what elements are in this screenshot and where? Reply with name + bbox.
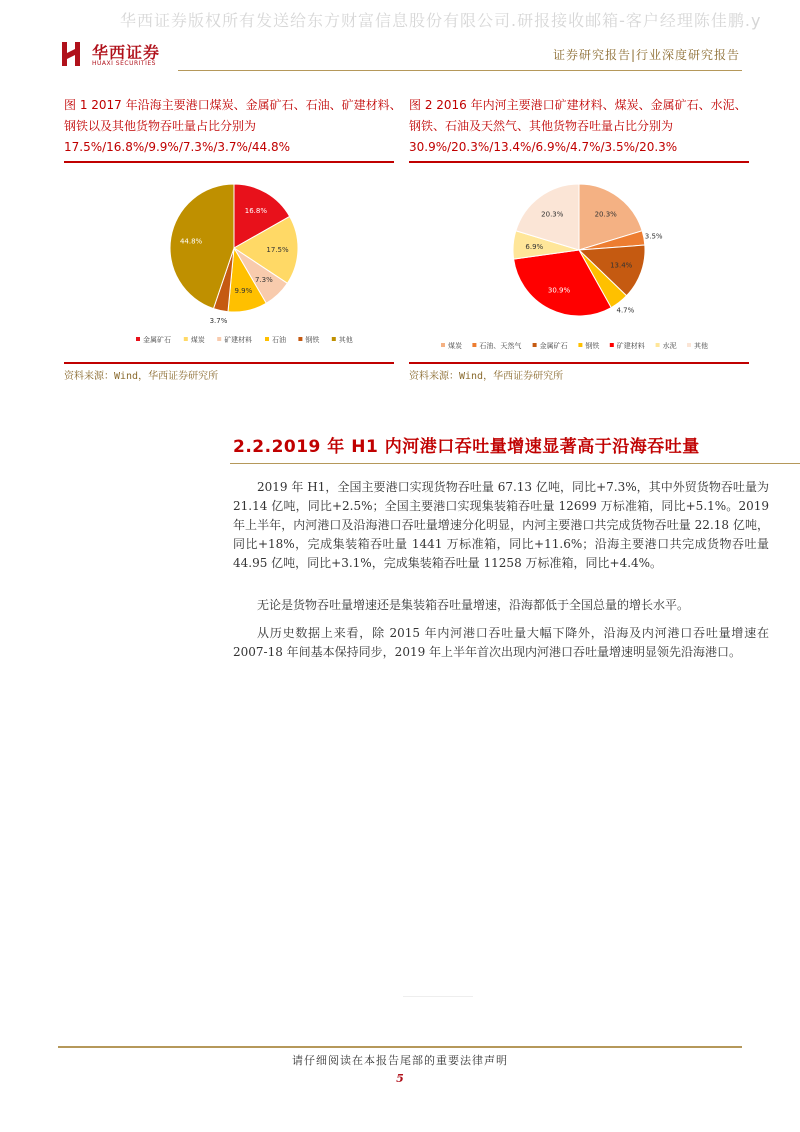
footer-disclaimer: 请仔细阅读在本报告尾部的重要法律声明	[292, 1054, 508, 1067]
legend-swatch	[441, 343, 445, 347]
brand-name-en: HUAXI SECURITIES	[92, 60, 156, 67]
legend-swatch	[687, 343, 691, 347]
pie-data-label: 16.8%	[244, 206, 268, 215]
logo-icon	[60, 40, 84, 68]
legend-label: 石油	[272, 336, 286, 344]
brand-name: 华西证券	[92, 43, 161, 62]
pie-data-label: 20.3%	[594, 210, 617, 219]
figure2-title: 图 2 2016 年内河主要港口矿建材料、煤炭、金属矿石、水泥、钢铁、石油及天然气、其他货物吞吐量占比分别为 30.9%/20.3%/13.4%/6.9%/4.7%/3.5%/20.3%	[409, 98, 747, 154]
legend-swatch	[217, 337, 221, 341]
section-title: 2.2.2019 年 H1 内河港口吞吐量增速显著高于沿海吞吐量	[233, 437, 700, 457]
legend-label: 煤炭	[448, 342, 462, 350]
pie-data-label: 3.5%	[644, 232, 663, 241]
legend-label: 石油、天然气	[479, 342, 522, 350]
figure1-title: 图 1 2017 年沿海主要港口煤炭、金属矿石、石油、矿建材料、钢铁以及其他货物吞吐量占比分别为 17.5%/16.8%/9.9%/7.3%/3.7%/44.8%	[64, 98, 402, 154]
brand-logo	[60, 40, 240, 70]
figure2-pie-chart	[409, 168, 749, 358]
header-divider	[178, 70, 742, 71]
figure2-source: 资料来源：Wind，华西证券研究所	[409, 371, 564, 382]
pie-data-label: 44.8%	[179, 237, 203, 246]
legend-swatch	[578, 343, 582, 347]
pie-data-label: 4.7%	[616, 306, 635, 315]
legend-label: 其他	[694, 342, 708, 350]
paragraph: 2019 年 H1，全国主要港口实现货物吞吐量 67.13 亿吨，同比+7.3%，其中外贸货物吞吐量为 21.14 亿吨，同比+2.5%；全国主要港口实现集装箱吞吐量 12699 万标准箱，同比+5.1%。2019 年上半年，内河港口及沿海港口吞吐量增速分化明显，内河主要港口共完成货物吞吐量 22.18 亿吨，同比+18%，完成集装箱吞吐量 1441 万标准箱，同比+11.6%；沿海主要港口共完成货物吞吐量 44.95 亿吨，同比+3.1%，完成集装箱吞吐量 11258 万标准箱，同比+4.4%。	[233, 480, 769, 570]
figure1-top-rule	[64, 161, 394, 163]
figure1-bottom-rule	[64, 362, 394, 364]
figure1-source: 资料来源：Wind，华西证券研究所	[64, 371, 219, 382]
pie-data-label: 6.9%	[525, 243, 544, 251]
faint-divider	[403, 996, 473, 997]
legend-swatch	[656, 343, 660, 347]
legend-swatch	[533, 343, 537, 347]
legend-swatch	[298, 337, 302, 341]
legend-swatch	[265, 337, 269, 341]
legend-swatch	[136, 337, 140, 341]
report-type: 证券研究报告|行业深度研究报告	[552, 48, 740, 62]
legend-label: 钢铁	[305, 336, 320, 344]
pie-data-label: 3.7%	[209, 316, 228, 325]
pie-data-label: 30.9%	[547, 286, 571, 295]
pie-data-label: 9.9%	[234, 287, 253, 295]
legend-label: 水泥	[662, 342, 677, 350]
page-number: 5	[396, 1072, 404, 1085]
legend-swatch	[332, 337, 336, 341]
legend-label: 金属矿石	[143, 336, 171, 344]
legend-label: 矿建材料	[616, 342, 645, 350]
legend-swatch	[610, 343, 614, 347]
legend-label: 钢铁	[585, 342, 600, 350]
figure2-bottom-rule	[409, 362, 749, 364]
pie-data-label: 7.3%	[255, 276, 273, 285]
legend-swatch	[184, 337, 188, 341]
pie-data-label: 13.4%	[610, 261, 633, 270]
watermark: 华西证券版权所有发送给东方财富信息股份有限公司.研报接收邮箱-客户经理陈佳鹏.y	[120, 11, 762, 30]
pie-data-label: 17.5%	[266, 246, 289, 254]
paragraph: 无论是货物吞吐量增速还是集装箱吞吐量增速，沿海都低于全国总量的增长水平。	[257, 598, 690, 612]
paragraph: 从历史数据上来看，除 2015 年内河港口吞吐量大幅下降外，沿海及内河港口吞吐量增速在 2007-18 年间基本保持同步，2019 年上半年首次出现内河港口吞吐量增速明显领先沿海港口。	[233, 626, 769, 659]
legend-label: 矿建材料	[224, 336, 253, 344]
pie-data-label: 20.3%	[541, 210, 564, 219]
legend-label: 煤炭	[190, 336, 205, 344]
figure2-top-rule	[409, 161, 749, 163]
legend-label: 其他	[338, 336, 353, 344]
figure1-pie-chart	[64, 168, 394, 358]
legend-swatch	[472, 343, 476, 347]
footer-divider	[58, 1046, 742, 1048]
section-divider	[230, 463, 800, 464]
legend-label: 金属矿石	[539, 342, 568, 350]
